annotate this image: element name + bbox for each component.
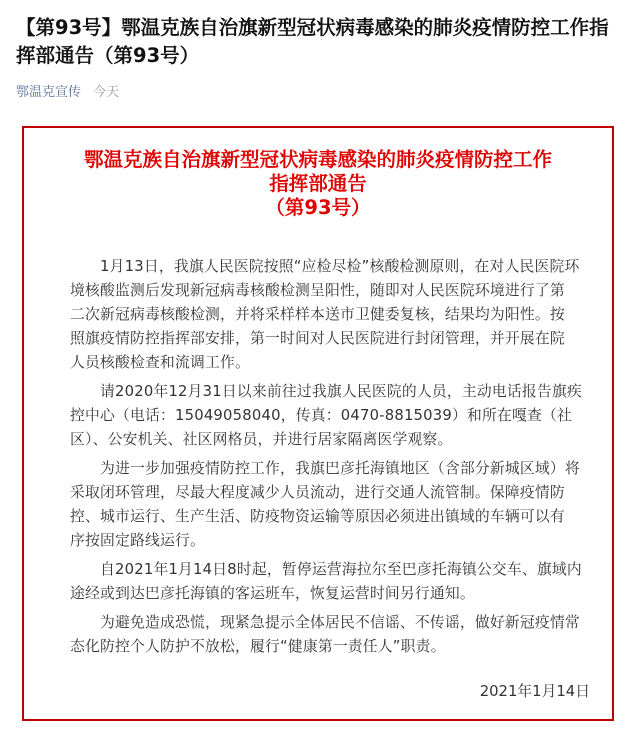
text-line: 照旗疫情防控指挥部安排，第一时间对人民医院进行封闭管理，并开展在院 [70, 330, 565, 347]
text-line: 态化防控个人防护不放松，履行“健康第一责任人”职责。 [70, 638, 446, 655]
text-line: 人员核酸检查和流调工作。 [70, 354, 250, 371]
notice-number: （第93号） [265, 196, 371, 219]
text-line: 请2020年12月31日以来前往过我旗人民医院的人员，主动电话报告旗疾 [70, 383, 582, 400]
notice-heading [24, 148, 612, 220]
article-meta [16, 84, 119, 102]
notice-paragraph [70, 611, 590, 659]
notice-body [70, 255, 590, 664]
notice-paragraph [70, 558, 590, 606]
text-line: 二次新冠病毒核酸检测，并将采样样本送市卫健委复核，结果均为阳性。按 [70, 306, 565, 323]
publish-date: 今天 [93, 85, 120, 100]
notice-paragraph [70, 457, 590, 553]
text-line: 控、城市运行、生产生活、防疫物资运输等原因必须进出镇域的车辆可以有 [70, 508, 565, 525]
notice-paragraph [70, 255, 590, 375]
text-line: 区）、公安机关、社区网格员，并进行居家隔离医学观察。 [70, 431, 453, 448]
text-line: 境核酸监测后发现新冠病毒核酸检测呈阳性，随即对人民医院环境进行了第 [70, 282, 565, 299]
account-name-link[interactable]: 鄂温克宣传 [16, 85, 82, 100]
text-line: 为避免造成恐慌，现紧急提示全体居民不信谣、不传谣，做好新冠疫情常 [70, 614, 580, 631]
text-line: 1月13日，我旗人民医院按照“应检尽检”核酸检测原则，在对人民医院环 [70, 258, 580, 275]
notice-card [22, 126, 614, 721]
text-line: 为进一步加强疫情防控工作，我旗巴彦托海镇地区（含部分新城区域）将 [70, 460, 580, 477]
notice-heading-line: 鄂温克族自治旗新型冠状病毒感染的肺炎疫情防控工作 [83, 148, 552, 171]
issue-date: 2021年1月14日 [479, 683, 590, 700]
notice-paragraph [70, 380, 590, 452]
notice-heading-line: 指挥部通告 [269, 172, 367, 195]
article-title: 【第93号】鄂温克族自治旗新型冠状病毒感染的肺炎疫情防控工作指挥部通告（第93号） [16, 16, 609, 67]
text-line: 采取闭环管理，尽最大程度减少人员流动，进行交通人流管制。保障疫情防 [70, 484, 565, 501]
text-line: 自2021年1月14日8时起，暂停运营海拉尔至巴彦托海镇公交车、旗域内 [70, 561, 582, 578]
text-line: 途经或到达巴彦托海镇的客运班车，恢复运营时间另行通知。 [70, 585, 475, 602]
text-line: 序按固定路线运行。 [70, 532, 205, 549]
text-line: 控中心（电话：15049058040，传真：0470-8815039）和所在嘎查（社 [70, 407, 572, 424]
